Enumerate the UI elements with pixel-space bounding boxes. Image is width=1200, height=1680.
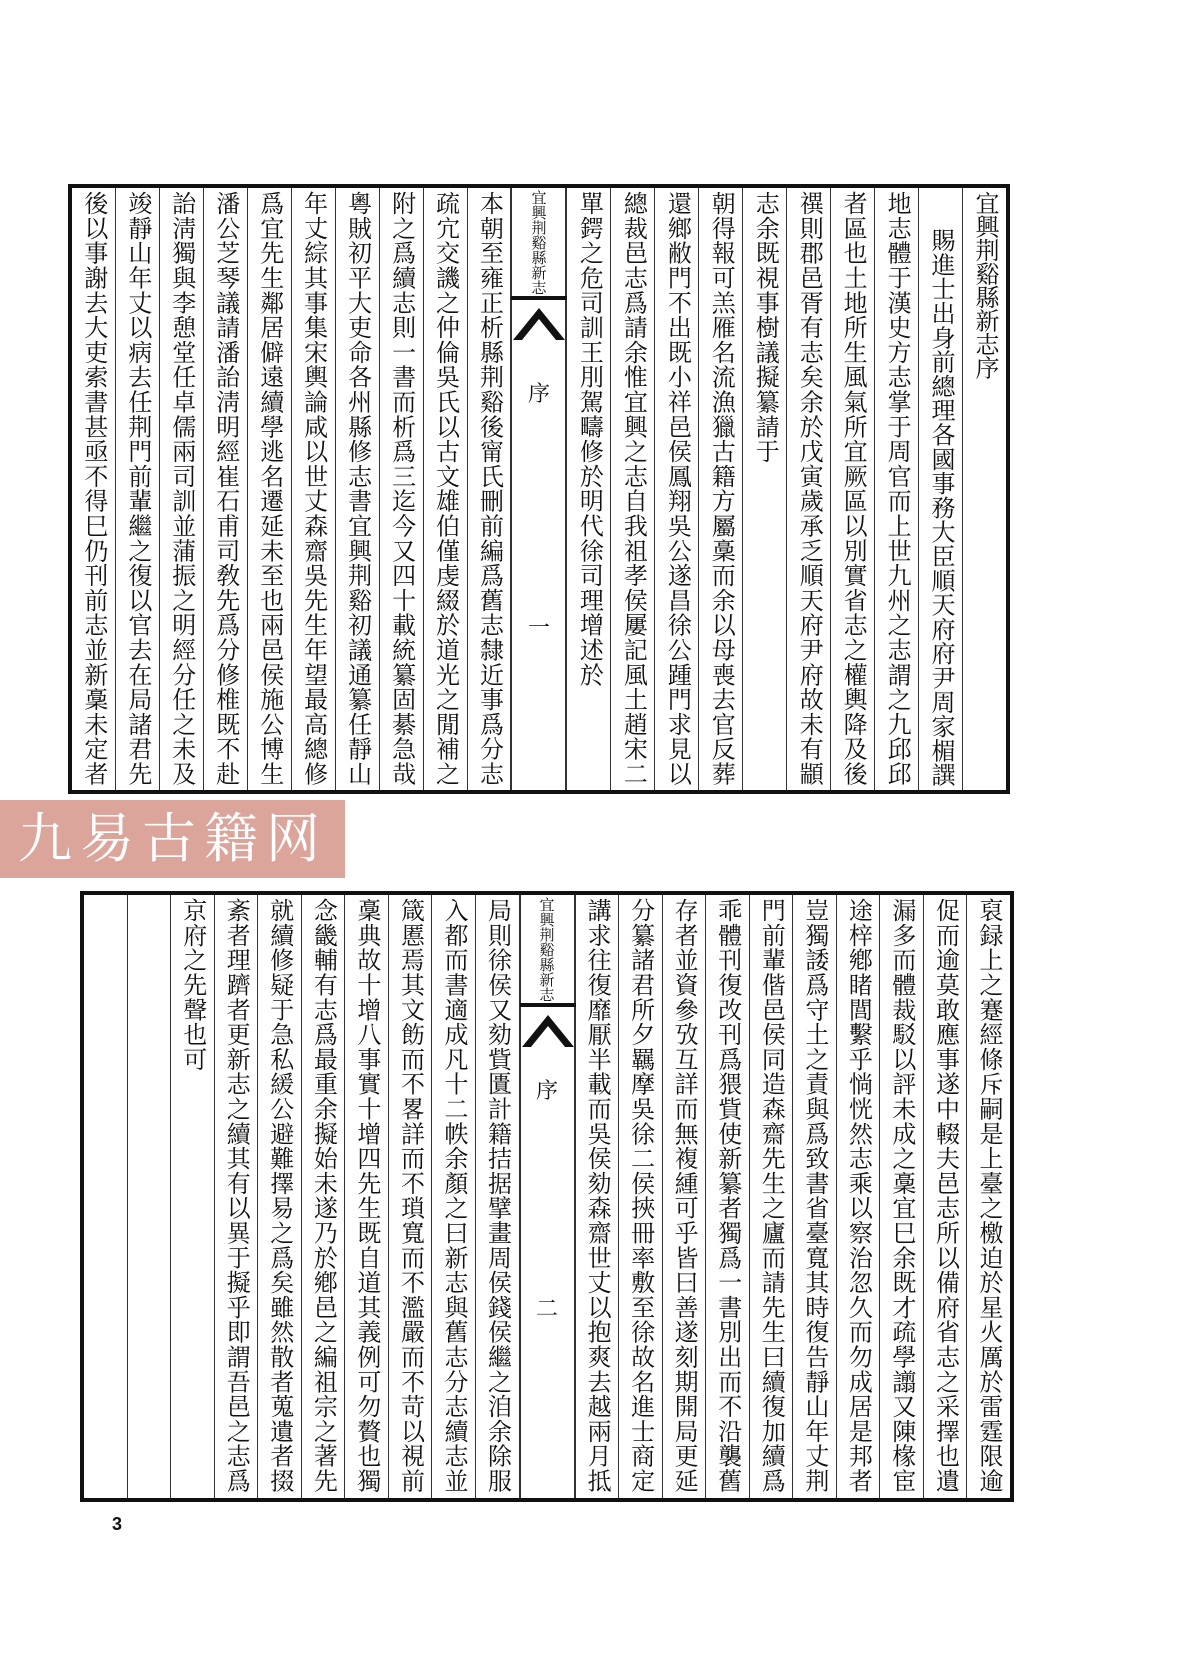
text-column: 還鄉敝門不出既小祥邑侯鳳翔吳公遂昌徐公踵門求見以 bbox=[654, 188, 698, 790]
text-column: 詒淸獨與李憩堂任卓儒兩司訓並蒲振之明經分任之未及 bbox=[159, 188, 203, 790]
text-column: 志余既視事樹議擬纂請于 bbox=[742, 188, 786, 790]
text-column: 紊者理躋者更新志之續其有以異于擬乎即謂吾邑之志爲 bbox=[214, 895, 258, 1498]
text-column: 分纂諸君所夕羈摩吳徐二侯挾冊率敷至徐故名進士商定 bbox=[618, 895, 662, 1498]
text-column: 稾典故十增八事實十增四先生既自道其義例可勿贅也獨 bbox=[344, 895, 388, 1498]
text-column: 存者並資參攷互詳而無複緟可乎皆曰善遂刻期開局更延 bbox=[662, 895, 706, 1498]
fold-center-column bbox=[519, 895, 575, 1498]
text-column: 就續修疑于急私緩公避難擇易之爲矣雖然散者蒐遺者掇 bbox=[257, 895, 301, 1498]
book-title: 宜興荆谿縣新志 bbox=[529, 190, 548, 295]
text-column: 門前輩偕邑侯同造森齋先生之廬而請先生曰續復加續爲 bbox=[749, 895, 793, 1498]
text-column: 入都而書適成凡十二帙余顏之曰新志與舊志分志續志並 bbox=[431, 895, 475, 1498]
text-column: 者區也土地所生風氣所宜厥區以別實省志之權輿降及後 bbox=[830, 188, 874, 790]
page-number: 3 bbox=[112, 1514, 123, 1534]
text-column: 朝得報可羔雁名流漁獵古籍方屬稾而余以母喪去官反葬 bbox=[698, 188, 742, 790]
text-column: 豈獨諉爲守土之責與爲致書省臺寬其時復告靜山年丈荆 bbox=[792, 895, 836, 1498]
fishtail-mark bbox=[511, 296, 567, 342]
text-column: 爲宜先生鄰居僻遠續學逃名遷延未至也兩邑侯施公博生 bbox=[247, 188, 291, 790]
text-column: 後以事謝去大吏索書甚亟不得巳仍刊前志並新稾未定者 bbox=[79, 191, 108, 787]
text-column: 京府之先聲也可 bbox=[170, 895, 214, 1498]
text-column: 附之爲續志則一書而析爲三迄今又四十載統纂固綦急哉 bbox=[379, 188, 423, 790]
text-column: 本朝至雍正析縣荆谿後甯氏刪前編爲舊志隸近事爲分志 bbox=[467, 188, 511, 790]
blank-column bbox=[84, 895, 127, 1498]
text-column: 念畿輔有志爲最重余擬始未遂乃於鄕邑之編祖宗之著先 bbox=[301, 895, 345, 1498]
text-column: 粵賊初平大吏命各州縣修志書宜興荆谿初議通纂任靜山 bbox=[335, 188, 379, 790]
blank-column bbox=[127, 895, 171, 1498]
text-column: 途梓鄕睹閭繫乎惝恍然志乘以察治忽久而勿成居是邦者 bbox=[836, 895, 880, 1498]
text-column: 地志體于漢史方志掌于周官而上世九州之志謂之九邱邱 bbox=[874, 188, 918, 790]
site-watermark: 九易古籍网 bbox=[0, 800, 345, 878]
text-column: 潘公芝琴議請潘詒淸明經崔石甫司敎先爲分修椎既不赴 bbox=[203, 188, 247, 790]
text-column: 竣靜山年丈以病去任荆門前輩繼之復以官去在局諸君先 bbox=[115, 188, 159, 790]
leaf-number: 二 bbox=[536, 1297, 559, 1322]
text-column: 局則徐侯又劾貲匱計籍拮据擘畫周侯錢侯繼之洎余除服 bbox=[475, 895, 519, 1498]
text-column: 總裁邑志爲請余惟宜興之志自我祖孝侯屢記風土趙宋二 bbox=[610, 188, 654, 790]
text-column: 疏宂交譏之仲倫吳氏以古文雄伯僅虔綴於道光之閒補之 bbox=[423, 188, 467, 790]
section-label: 序 bbox=[536, 1079, 559, 1104]
text-column: 講求往復靡厭半載而吳侯劾森齋世丈以抱爽去越兩月抵 bbox=[575, 895, 619, 1498]
text-column: 裒録上之蹇經條斥嗣是上臺之檄迫於星火厲於雷霆限逾 bbox=[966, 895, 1010, 1498]
text-column: 乖體刊復改刊爲猥貲使新纂者獨爲一書別出而不沿襲舊 bbox=[705, 895, 749, 1498]
book-title: 宜興荆谿縣新志 bbox=[537, 897, 556, 1002]
text-column: 禩則郡邑胥有志矣余於戊寅歲承乏順天府尹府故未有顓 bbox=[786, 188, 830, 790]
text-column: 單鍔之危司訓王刖駕疇修於明代徐司理增述於 bbox=[566, 188, 610, 790]
fishtail-mark bbox=[520, 1003, 576, 1049]
text-column: 促而逾莫敢應事遂中輟夫邑志所以備府省志之采擇也遺 bbox=[923, 895, 967, 1498]
fold-center-column bbox=[510, 188, 566, 790]
upper-leaf-frame bbox=[68, 184, 1010, 794]
text-column: 年丈綜其事集宋輿論咸以世丈森齋吳先生年望最高總修 bbox=[291, 188, 335, 790]
section-label: 序 bbox=[527, 382, 550, 407]
leaf-number: 一 bbox=[527, 616, 550, 641]
text-column: 漏多而體裁駁以評未成之稾宜巳余既才疏學譾又陳椽宦 bbox=[879, 895, 923, 1498]
preface-title-column: 宜興荆谿縣新志序 bbox=[962, 188, 1006, 790]
text-column: 箴慝焉其文飭而不畧詳而不瑣寬而不濫嚴而不苛以視前 bbox=[388, 895, 432, 1498]
author-byline-column: 賜進士出身前總理各國事務大臣順天府府尹周家楣譔 bbox=[918, 188, 962, 790]
lower-leaf-frame bbox=[80, 891, 1014, 1502]
